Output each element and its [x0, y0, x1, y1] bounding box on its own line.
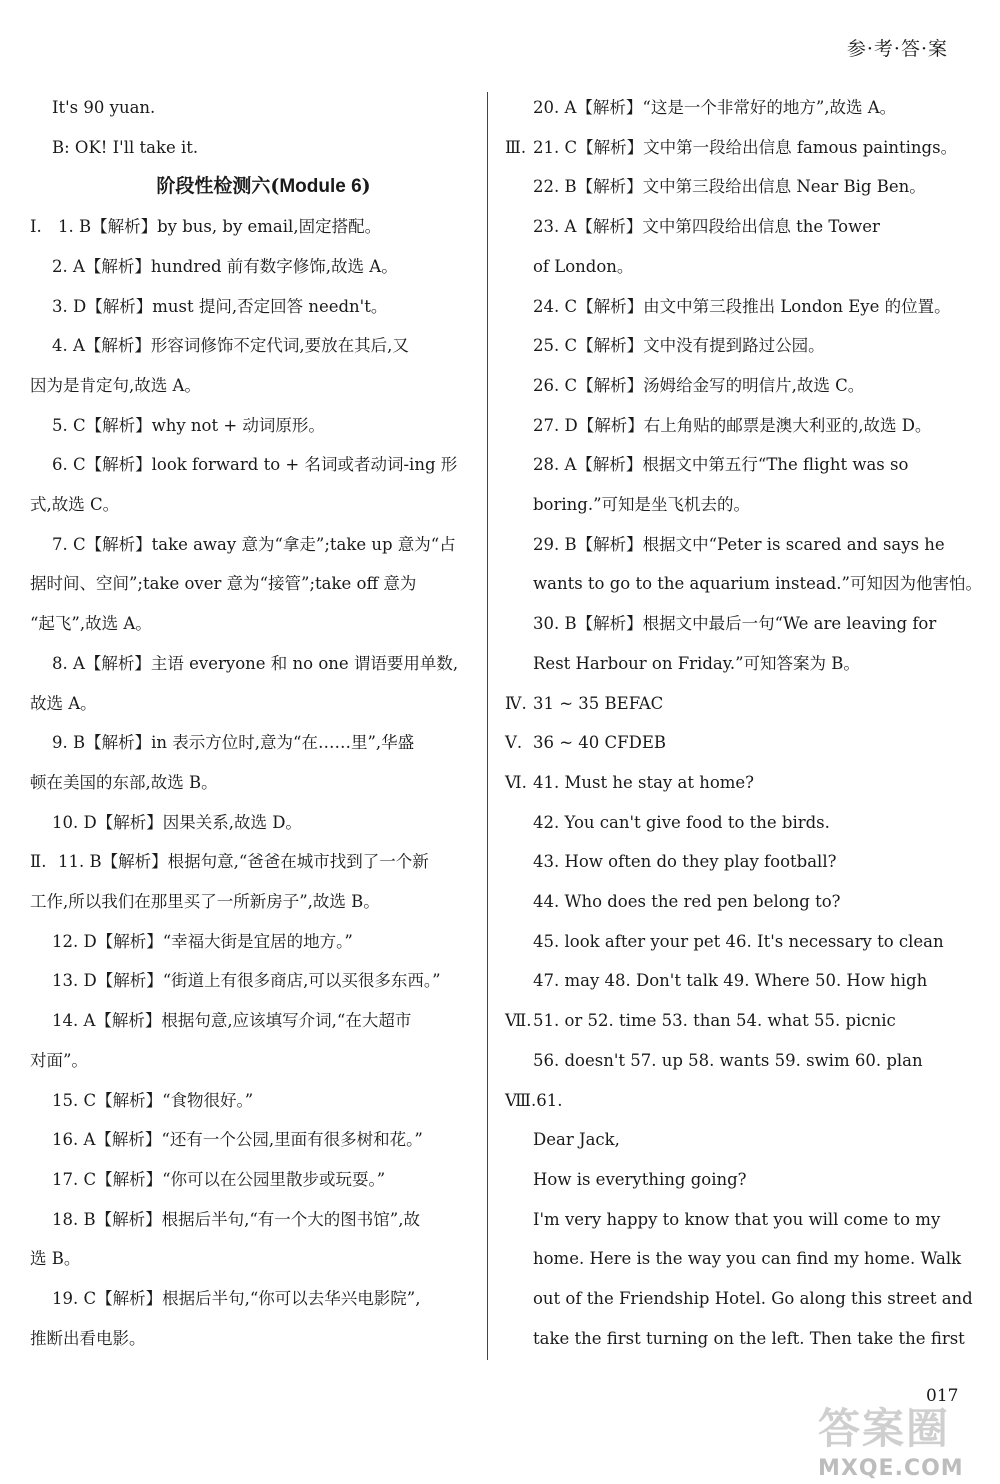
answer-line: Ⅶ.51. or 52. time 53. than 54. what 55. picnic: [505, 1001, 960, 1041]
letter-line: home. Here is the way you can find my home. Walk: [533, 1249, 962, 1269]
answer-line: 22. B【解析】文中第三段给出信息 Near Big Ben。: [533, 177, 926, 197]
page-number: 017: [926, 1386, 959, 1406]
answer-line: 7. C【解析】take away 意为“拿走”;take up 意为“占: [52, 534, 456, 554]
watermark-url: MXQE.COM: [818, 1456, 964, 1481]
answer-line: Ⅰ. 1. B【解析】by bus, by email,固定搭配。: [30, 207, 475, 247]
answer-line: 27. D【解析】右上角贴的邮票是澳大利亚的,故选 D。: [533, 415, 932, 435]
answer-line: 对面”。: [30, 1050, 88, 1070]
answer-line: Ⅲ. 21. C【解析】文中第一段给出信息 famous paintings。: [505, 128, 960, 168]
answer-line: 45. look after your pet 46. It's necessary to clean: [533, 931, 944, 951]
section-numeral: Ⅵ.: [505, 772, 527, 792]
answer-line: 42. You can't give food to the birds.: [533, 812, 830, 832]
answer-line: 17. C【解析】“你可以在公园里散步或玩耍。”: [52, 1169, 386, 1189]
answer-line: 25. C【解析】文中没有提到路过公园。: [533, 336, 825, 356]
section-numeral: Ⅴ.: [505, 733, 523, 753]
right-column: [505, 88, 982, 1359]
answer-line: 8. A【解析】主语 everyone 和 no one 谓语要用单数,: [52, 653, 459, 673]
answer-line: 16. A【解析】“还有一个公园,里面有很多树和花。”: [52, 1130, 423, 1150]
answer-line: wants to go to the aquarium instead.”可知因为他害怕。: [533, 574, 982, 594]
answer-line: It's 90 yuan.: [52, 98, 156, 117]
answer-line: 28. A【解析】根据文中第五行“The flight was so: [533, 455, 909, 475]
answer-line: 47. may 48. Don't talk 49. Where 50. How high: [533, 971, 928, 991]
answer-line: 13. D【解析】“街道上有很多商店,可以买很多东西。”: [52, 971, 441, 991]
answer-line: 56. doesn't 57. up 58. wants 59. swim 60. plan: [533, 1050, 923, 1070]
answer-line: 工作,所以我们在那里买了一所新房子”,故选 B。: [30, 892, 380, 912]
section-numeral: Ⅰ.: [30, 217, 42, 237]
page-header: 参·考·答·案: [846, 38, 948, 60]
answer-line: 推断出看电影。: [30, 1328, 146, 1348]
answer-line: 因为是肯定句,故选 A。: [30, 375, 201, 395]
answer-line: 29. B【解析】根据文中“Peter is scared and says he: [533, 534, 945, 554]
answer-line: 据时间、空间”;take over 意为“接管”;take off 意为: [30, 574, 417, 594]
answer-line: 23. A【解析】文中第四段给出信息 the Tower: [533, 217, 880, 237]
answer-line: 26. C【解析】汤姆给金写的明信片,故选 C。: [533, 375, 865, 395]
section-title: 阶段性检测六(Module 6): [156, 175, 371, 198]
answer-line: boring.”可知是坐飞机去的。: [533, 495, 751, 515]
answer-line: Ⅵ. 41. Must he stay at home?: [505, 763, 960, 803]
answer-line: 式,故选 C。: [30, 495, 120, 515]
answer-line: 5. C【解析】why not + 动词原形。: [52, 415, 325, 435]
letter-line: Dear Jack,: [533, 1130, 620, 1150]
answer-line: Ⅱ. 11. B【解析】根据句意,“爸爸在城市找到了一个新: [30, 842, 475, 882]
answer-line: 14. A【解析】根据句意,应该填写介词,“在大超市: [52, 1011, 412, 1031]
section-numeral: Ⅱ.: [30, 852, 47, 872]
answer-line: 24. C【解析】由文中第三段推出 London Eye 的位置。: [533, 296, 951, 316]
answer-line: 10. D【解析】因果关系,故选 D。: [52, 812, 302, 832]
answer-line: “起飞”,故选 A。: [30, 614, 152, 634]
answer-line: Rest Harbour on Friday.”可知答案为 B。: [533, 653, 860, 673]
answer-line: B: OK! I'll take it.: [52, 137, 199, 157]
answer-line: 2. A【解析】hundred 前有数字修饰,故选 A。: [52, 256, 398, 276]
section-numeral: Ⅳ.: [505, 693, 527, 713]
section-numeral: Ⅲ.: [505, 137, 527, 157]
answer-line: 选 B。: [30, 1249, 81, 1269]
section-numeral: Ⅶ.: [505, 1011, 532, 1031]
watermark-text: 答案圈: [818, 1404, 951, 1453]
answer-line: 4. A【解析】形容词修饰不定代词,要放在其后,又: [52, 336, 409, 356]
letter-line: out of the Friendship Hotel. Go along this street and: [533, 1289, 973, 1309]
answer-line: of London。: [533, 256, 634, 276]
left-column: [30, 88, 475, 1359]
answer-line: 20. A【解析】“这是一个非常好的地方”,故选 A。: [533, 98, 897, 117]
letter-line: How is everything going?: [533, 1169, 747, 1189]
answer-line: Ⅷ.61.: [505, 1081, 960, 1121]
answer-line: Ⅴ. 36 ~ 40 CFDEB: [505, 723, 960, 763]
answer-line: 12. D【解析】“幸福大街是宜居的地方。”: [52, 931, 353, 951]
answer-line: 9. B【解析】in 表示方位时,意为“在……里”,华盛: [52, 733, 415, 753]
answer-line: 顿在美国的东部,故选 B。: [30, 772, 218, 792]
letter-line: take the first turning on the left. Then take the first: [533, 1328, 965, 1348]
column-divider: [487, 92, 488, 1360]
watermark-logo: [818, 1396, 990, 1481]
answer-line: Ⅳ. 31 ~ 35 BEFAC: [505, 684, 960, 724]
answer-line: 3. D【解析】must 提问,否定回答 needn't。: [52, 296, 388, 316]
answer-line: 15. C【解析】“食物很好。”: [52, 1090, 254, 1110]
letter-line: I'm very happy to know that you will come to my: [533, 1209, 941, 1229]
answer-line: 18. B【解析】根据后半句,“有一个大的图书馆”,故: [52, 1209, 420, 1229]
answer-line: 19. C【解析】根据后半句,“你可以去华兴电影院”,: [52, 1289, 421, 1309]
answer-line: 6. C【解析】look forward to + 名词或者动词-ing 形: [52, 455, 458, 475]
answer-line: 故选 A。: [30, 693, 97, 713]
answer-line: 30. B【解析】根据文中最后一句“We are leaving for: [533, 614, 937, 634]
answer-line: 44. Who does the red pen belong to?: [533, 892, 841, 912]
answer-line: 43. How often do they play football?: [533, 852, 837, 872]
section-numeral: Ⅷ.: [505, 1090, 537, 1110]
